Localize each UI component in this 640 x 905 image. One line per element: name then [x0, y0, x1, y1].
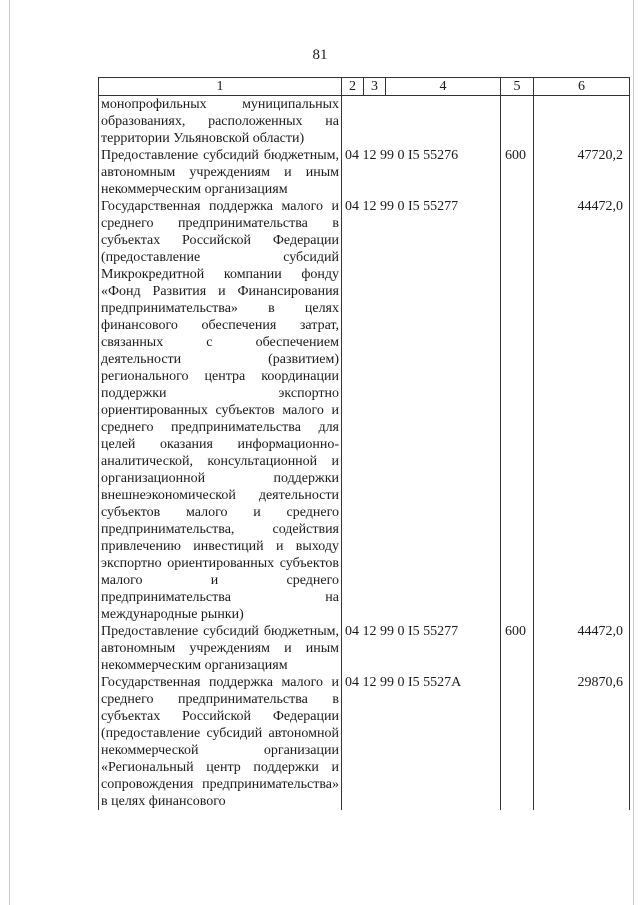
table-row — [99, 147, 630, 198]
column-header-3: 3 — [364, 78, 386, 96]
column-header-2: 2 — [342, 78, 364, 96]
column-header-5: 5 — [501, 78, 534, 96]
row-expense-type — [501, 198, 534, 623]
row-expense-type — [501, 96, 534, 148]
scan-right-edge — [633, 0, 634, 905]
row-amount: 29870,6 — [534, 674, 630, 810]
column-header-6: 6 — [534, 78, 630, 96]
row-amount: 47720,2 — [534, 147, 630, 198]
row-description: Государственная поддержка малого и среднего предпринимательства в субъектах Российской Федерации (предоставление субсидий Микрокредитной компании фонду «Фонд Развития и Финансирования предпринимательства» в целях финансового обеспечения затрат, связанных с обеспечением деятельности (развитием) регионального центра координации поддержки экспортно ориентированных субъектов малого и среднего предпринимательства для целей оказания информационно-аналитической, консультационной и организационной поддержки внешнеэкономической деятельности субъектов малого и среднего предпринимательства, содействия привлечению инвестиций и выходу экспортно ориентированных субъектов малого и среднего предпринимательства на международные рынки) — [99, 198, 342, 623]
table-row — [99, 198, 630, 623]
row-expense-type: 600 — [501, 147, 534, 198]
table-row — [99, 674, 630, 810]
row-description: монопрофильных муниципальных образованиях, расположенных на территории Ульяновской области) — [99, 96, 342, 148]
page-number: 81 — [312, 47, 328, 63]
column-header-1: 1 — [99, 78, 342, 96]
row-amount: 44472,0 — [534, 623, 630, 674]
budget-table — [98, 77, 630, 810]
row-budget-codes: 04 12 99 0 I5 55277 — [342, 623, 501, 674]
table-body — [99, 96, 630, 811]
row-budget-codes: 04 12 99 0 I5 5527A — [342, 674, 501, 810]
row-budget-codes — [342, 96, 501, 148]
table-header — [99, 78, 630, 96]
row-budget-codes: 04 12 99 0 I5 55277 — [342, 198, 501, 623]
row-description: Государственная поддержка малого и среднего предпринимательства в субъектах Российской Федерации (предоставление субсидий автономной некоммерческой организации «Региональный центр поддержки и сопровождения предпринимательства» в целях финансового — [99, 674, 342, 810]
table-row — [99, 623, 630, 674]
row-budget-codes: 04 12 99 0 I5 55276 — [342, 147, 501, 198]
row-expense-type: 600 — [501, 623, 534, 674]
row-description: Предоставление субсидий бюджетным, автономным учреждениям и иным некоммерческим организациям — [99, 623, 342, 674]
row-description: Предоставление субсидий бюджетным, автономным учреждениям и иным некоммерческим организациям — [99, 147, 342, 198]
scan-left-edge — [9, 0, 10, 905]
row-amount — [534, 96, 630, 148]
row-expense-type — [501, 674, 534, 810]
row-amount: 44472,0 — [534, 198, 630, 623]
table-row — [99, 96, 630, 148]
header-row — [99, 78, 630, 96]
column-header-4: 4 — [386, 78, 501, 96]
